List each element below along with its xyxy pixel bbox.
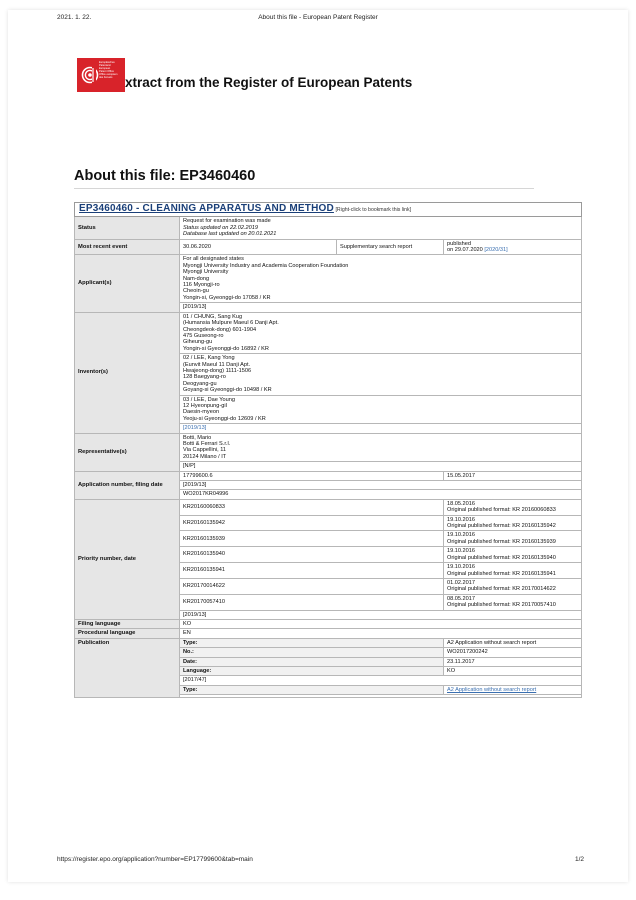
title-divider: [74, 188, 534, 189]
application-bulletin: [2019/13]: [180, 481, 582, 490]
recent-event-name: Supplementary search report: [337, 239, 444, 255]
applicant-row: [75, 255, 582, 303]
procedural-language-value: EN: [180, 629, 582, 638]
inventor-bulletin: [180, 424, 582, 433]
recent-event-date: 30.06.2020: [180, 239, 337, 255]
priority-bulletin: [2019/13]: [180, 610, 582, 619]
inventor-label: Inventor(s): [75, 312, 180, 433]
inventor-entry: 01 / CHUNG, Sang Kug (Humansia Mulpure Maeul 6 Danji Apt. Cheongdeok-dong) 601-1904 475 Guseong-ro Giheung-gu Yongin-si Gyeonggi-do 16892 / KR: [180, 312, 582, 353]
bookmark-link[interactable]: EP3460460 - CLEANING APPARATUS AND METHOD: [79, 203, 334, 214]
about-title: About this file: EP3460460: [74, 168, 256, 184]
extract-title: xtract from the Register of European Patents: [125, 75, 413, 90]
publication-date: 23.11.2017: [444, 657, 582, 666]
inventor-entry: 02 / LEE, Kang Yong (Eunvit Maeul 11 Danji Apt. Hwajeong-dong) 1111-1506 128 Baegyang-ro Deogyang-gu Goyang-si Gyeonggi-do 10498 / KR: [180, 354, 582, 395]
bookmark-hint: [Right-click to bookmark this link]: [335, 207, 412, 213]
print-date: 2021. 1. 22.: [57, 14, 92, 21]
publication-no: WO2017200242: [444, 648, 582, 657]
priority-date: 08.05.2017 Original published format: KR 20170057410: [444, 594, 582, 610]
table-header: [75, 203, 582, 217]
representative-label: Representative(s): [75, 433, 180, 471]
application-label: Application number, filing date: [75, 471, 180, 499]
recent-event-row: [75, 239, 582, 255]
register-table: [74, 202, 582, 698]
publication-bulletin: [2017/47]: [180, 676, 582, 685]
status-line: Request for examination was made: [183, 218, 271, 225]
representative-bulletin: [N/P]: [180, 462, 582, 471]
publication-label: Publication: [75, 638, 180, 697]
priority-date: 19.10.2016 Original published format: KR 20160135940: [444, 547, 582, 563]
priority-date: 19.10.2016 Original published format: KR 20160135942: [444, 515, 582, 531]
priority-number: KR20160135939: [180, 531, 444, 547]
publication-date-label: Date:: [180, 657, 444, 666]
representative-row: [75, 433, 582, 462]
epo-logo-text: Europäisches Patentamt European Patent Office Office européen des brevets: [99, 61, 118, 80]
applicant-value: For all designated states Myongji University Industry and Academia Cooperation Foundation Myongji University Nam-dong 116 Myongji-ro Cheoin-gu Yongin-si, Gyeonggi-do 17058 / KR: [180, 255, 582, 303]
recent-event-label: Most recent event: [75, 239, 180, 255]
priority-row: [75, 499, 582, 515]
applicant-bulletin: [2019/13]: [180, 303, 582, 312]
publication-language: KO: [444, 666, 582, 675]
applicant-label: Applicant(s): [75, 255, 180, 312]
print-title: About this file - European Patent Register: [258, 14, 378, 21]
filing-language-row: [75, 619, 582, 628]
epo-logo: [77, 58, 125, 92]
status-value: [180, 217, 582, 239]
priority-date: 01.02.2017 Original published format: KR 20170014622: [444, 578, 582, 594]
publication-type: A2 Application without search report: [444, 638, 582, 647]
priority-number: KR20160135940: [180, 547, 444, 563]
publication-type2-label: Type:: [180, 685, 444, 694]
priority-number: KR20170057410: [180, 594, 444, 610]
publication-language-label: Language:: [180, 666, 444, 675]
procedural-language-label: Procedural language: [75, 629, 180, 638]
bulletin-link[interactable]: [2020/31]: [484, 247, 508, 254]
application-wo: WO2017KR04996: [180, 490, 582, 499]
priority-label: Priority number, date: [75, 499, 180, 619]
publication-type2-link[interactable]: A2 Application without search report: [447, 686, 537, 693]
representative-value: Botti, Mario Botti & Ferrari S.r.l. Via Cappellini, 11 20124 Milano / IT: [180, 433, 582, 462]
epo-logo-icon: [81, 64, 99, 86]
application-date: 15.05.2017: [444, 471, 582, 480]
print-url: https://register.epo.org/application?number=EP17799600&tab=main: [57, 856, 253, 863]
filing-language-value: KO: [180, 619, 582, 628]
table-cut-row: [180, 695, 582, 698]
priority-date: 19.10.2016 Original published format: KR 20160135939: [444, 531, 582, 547]
publication-no-label: No.:: [180, 648, 444, 657]
inventor-row: [75, 312, 582, 353]
priority-number: KR20170014622: [180, 578, 444, 594]
filing-language-label: Filing language: [75, 619, 180, 628]
priority-number: KR20160060833: [180, 499, 444, 515]
table-header-row: [75, 203, 582, 217]
publication-type-label: Type:: [180, 638, 444, 647]
priority-number: KR20160135941: [180, 563, 444, 579]
application-row: [75, 471, 582, 480]
status-row: [75, 217, 582, 239]
priority-number: KR20160135942: [180, 515, 444, 531]
status-label: Status: [75, 217, 180, 239]
inventor-bulletin-link[interactable]: [2019/13]: [183, 425, 207, 432]
status-updated: Status updated on 22.02.2019: [183, 224, 258, 231]
recent-event-published: published on 29.07.2020 [2020/31]: [444, 239, 582, 255]
inventor-entry: 03 / LEE, Dae Young 12 Hyeonpung-gil Daesin-myeon Yeoju-si Gyeonggi-do 12609 / KR: [180, 395, 582, 424]
application-number: 17799600.6: [180, 471, 444, 480]
priority-date: 18.05.2016 Original published format: KR 20160060833: [444, 499, 582, 515]
database-updated: Database last updated on 20.01.2021: [183, 231, 277, 238]
print-page-number: 1/2: [574, 856, 584, 863]
publication-type2: [444, 685, 582, 694]
publication-row: [75, 638, 582, 647]
priority-date: 19.10.2016 Original published format: KR 20160135941: [444, 563, 582, 579]
procedural-language-row: [75, 629, 582, 638]
